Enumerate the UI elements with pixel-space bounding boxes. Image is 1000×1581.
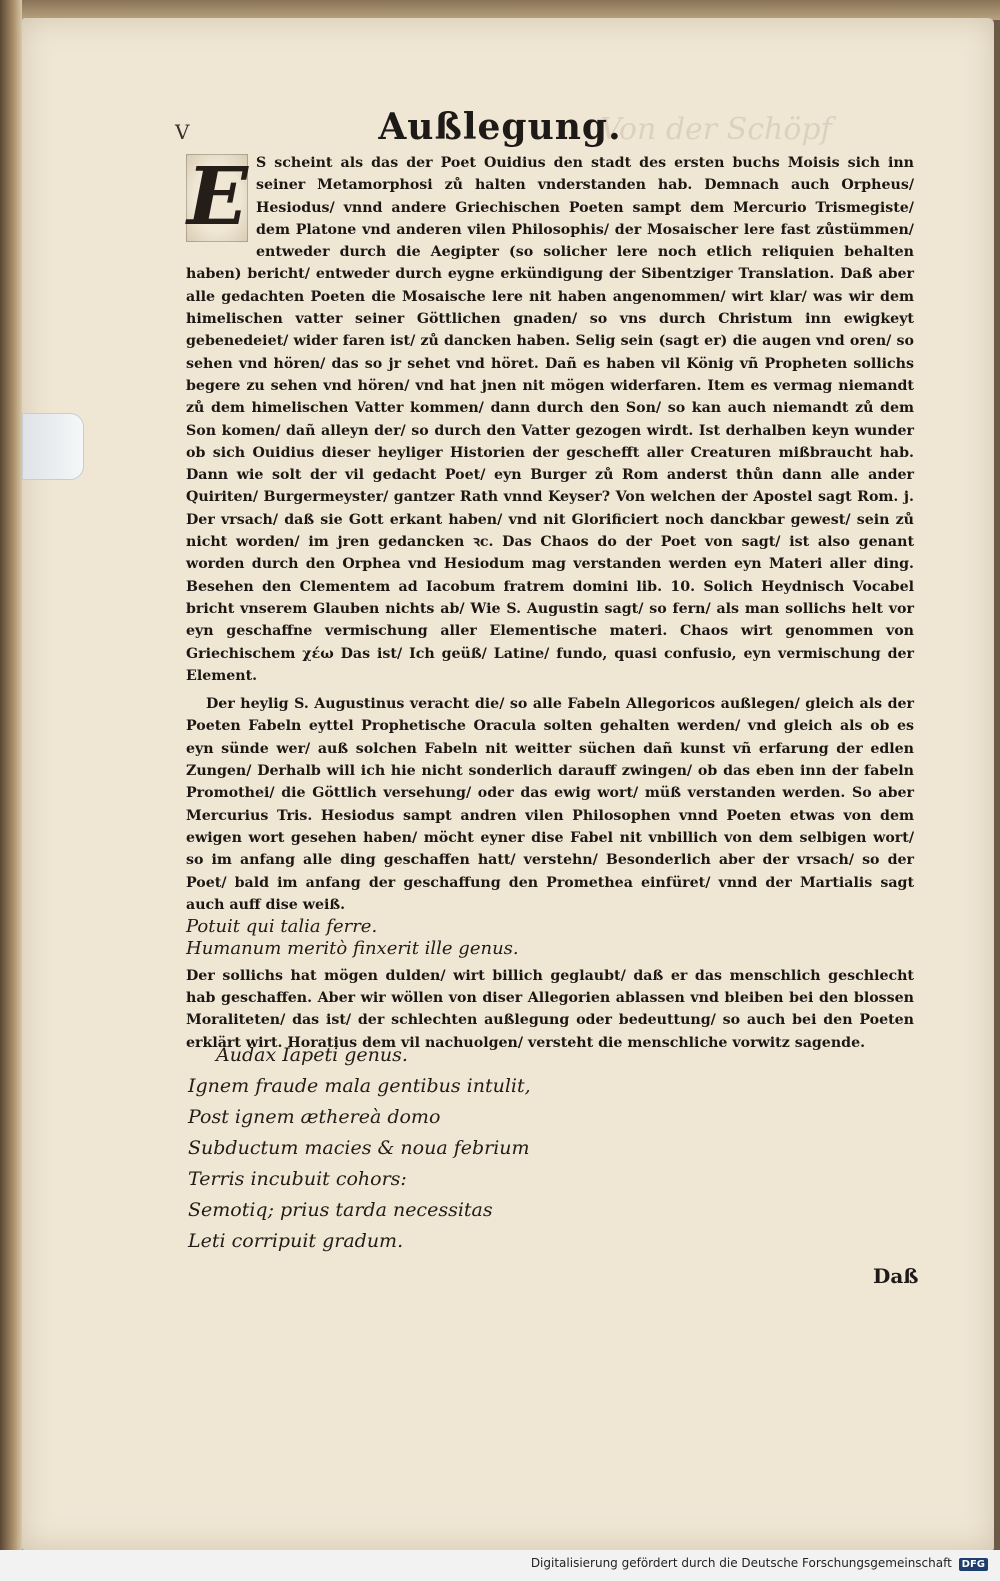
poem-line: Terris incubuit cohors: — [188, 1168, 407, 1190]
dropcap-initial: E — [187, 149, 248, 243]
folio-mark: V — [175, 120, 190, 144]
paragraph-1-text: S scheint als das der Poet Ouidius den stadt des ersten buchs Moisis sich inn seiner Metamorphosi zů halten vnderstanden hab. Demnach auch Orpheus/ Hesiodus/ vnnd andere Griechischen Poeten sampt dem Mercurio Trismegiste/ dem Platone vnd anderen vilen Philosophis/ der Mosaischer lere fast zůstümmen/ entweder durch die Aegipter (so solicher lere noch etlich reliquien behalten haben) bericht/ entweder durch eygne erkündigung der Sibentziger Translation. Daß aber alle gedachten Poeten die Mosaische lere nit haben angenommen/ wirt klar/ was wir dem himelischen vatter seiner Göttlichen gnaden/ so vns durch Christum inn ewigkeyt gebenedeiet/ wider faren ist/ zů dancken haben. Selig sein (sagt er) die augen vnd oren/ so sehen vnd hören/ das so jr sehet vnd höret. Dañ es haben vil König vñ Propheten sollichs begere zu sehen vnd hören/ vnd hat jnen nit mögen widerfaren. Item es vermag niemandt zů dem himelischen Vatter kommen/ dann durch den Son/ so kan auch niemandt zů dem Son komen/ dañ alleyn der/ so durch den Vatter gezogen wirdt. Ist derhalben keyn wunder ob sich Ouidius dieser heyliger Historien der geschefft aller Creaturen mißbraucht hab. Dann wie solt der vil gedacht Poet/ eyn Burger zů Rom anderst thůn dann alle ander Quiriten/ Burgermeyster/ gantzer Rath vnnd Keyser? Von welchen der Apostel sagt Rom. j. Der vrsach/ daß sie Gott erkant haben/ vnd nit Glorificiert noch danckbar gewest/ sein zů nicht worden/ im jren gedancken ꝛc. Das Chaos do der Poet von sagt/ ist also genant worden durch den Orphea vnd Hesiodum mag verstanden werden eyn Materi aller ding. Besehen den Clementem ad Iacobum fratrem domini lib. 10. Solich Heydnisch Vocabel bricht vnserem Glauben nichts ab/ Wie S. Augustin sagt/ so fern/ als man sollichs helt vor eyn geschaffne vermischung aller Elementische materi. Chaos wirt genommen von Griechischem χέω Das ist/ Ich geüß/ Latine/ fundo, quasi confusio, eyn vermischung der Element. — [186, 155, 914, 684]
dfg-credit — [531, 1556, 988, 1571]
paragraph-3: Der sollichs hat mögen dulden/ wirt billich geglaubt/ daß er das menschlich geschlecht hab geschaffen. Aber wir wöllen von diser Allegorien ablassen vnd bleiben bei den blossen Moraliteten/ das ist/ der schlechten außlegung oder bedeuttung/ so auch bei den Poeten erklärt wirt. Horatius dem vil nachuolgen/ versteht die menschliche vorwitz sagende. — [186, 967, 914, 1051]
paragraph-1 — [186, 149, 914, 687]
scan-top-edge — [0, 0, 1000, 20]
body-text — [186, 149, 914, 1054]
poem-line: Ignem fraude mala gentibus intulit, — [188, 1075, 531, 1097]
poem-line: Subductum macies & noua febrium — [188, 1137, 530, 1159]
dfg-credit-text: Digitalisierung gefördert durch die Deutsche Forschungsgemeinschaft — [530, 1556, 952, 1570]
latin-quote-line-1: Potuit qui talia ferre. — [186, 916, 378, 938]
catchword: Daß — [873, 1264, 919, 1288]
dfg-logo-icon: DFG — [959, 1558, 988, 1571]
show-through-header: Von der Schöpf — [600, 112, 832, 147]
horace-poem — [188, 1040, 531, 1257]
latin-quote-line-2: Humanum meritò finxerit ille genus. — [186, 938, 519, 960]
poem-line: Semotiq; prius tarda necessitas — [188, 1199, 493, 1221]
paragraph-2: Der heylig S. Augustinus veracht die/ so alle Fabeln Allegoricos außlegen/ gleich als der Poeten Fabeln eyttel Prophetische Oracula solten gehalten werden/ vnd gleich als ob es eyn sünde wer/ auß solchen Fabeln nit weitter süchen dañ kunst vñ erfarung der edlen Zungen/ Derhalb will ich hie nicht sonderlich darauff zwingen/ ob das eben inn der fabeln Promothei/ die Göttlich versehung/ oder das ewig wort/ müß verstanden werden. So aber Mercurius Tris. Hesiodus sampt andren vilen Philosophen vnnd Poeten etwas von dem ewigen wort gesehen haben/ möcht eyner dise Fabel nit vnbillich von dem selbigen wort/ so im anfang alle ding geschaffen hatt/ verstehn/ Besonderlich aber der vrsach/ so der Poet/ bald im anfang der geschaffung den Promethea einfüret/ vnnd der Martialis sagt auch auff dise weiß. — [186, 696, 914, 913]
scan-book-spine — [0, 0, 22, 1581]
page-turn-tab[interactable] — [22, 413, 84, 480]
page-title: Außlegung. — [378, 106, 622, 148]
poem-line: Post ignem æthereà domo — [188, 1106, 441, 1128]
poem-line: Leti corripuit gradum. — [188, 1230, 404, 1252]
poem-line: Audax Iapeti genus. — [216, 1044, 408, 1066]
